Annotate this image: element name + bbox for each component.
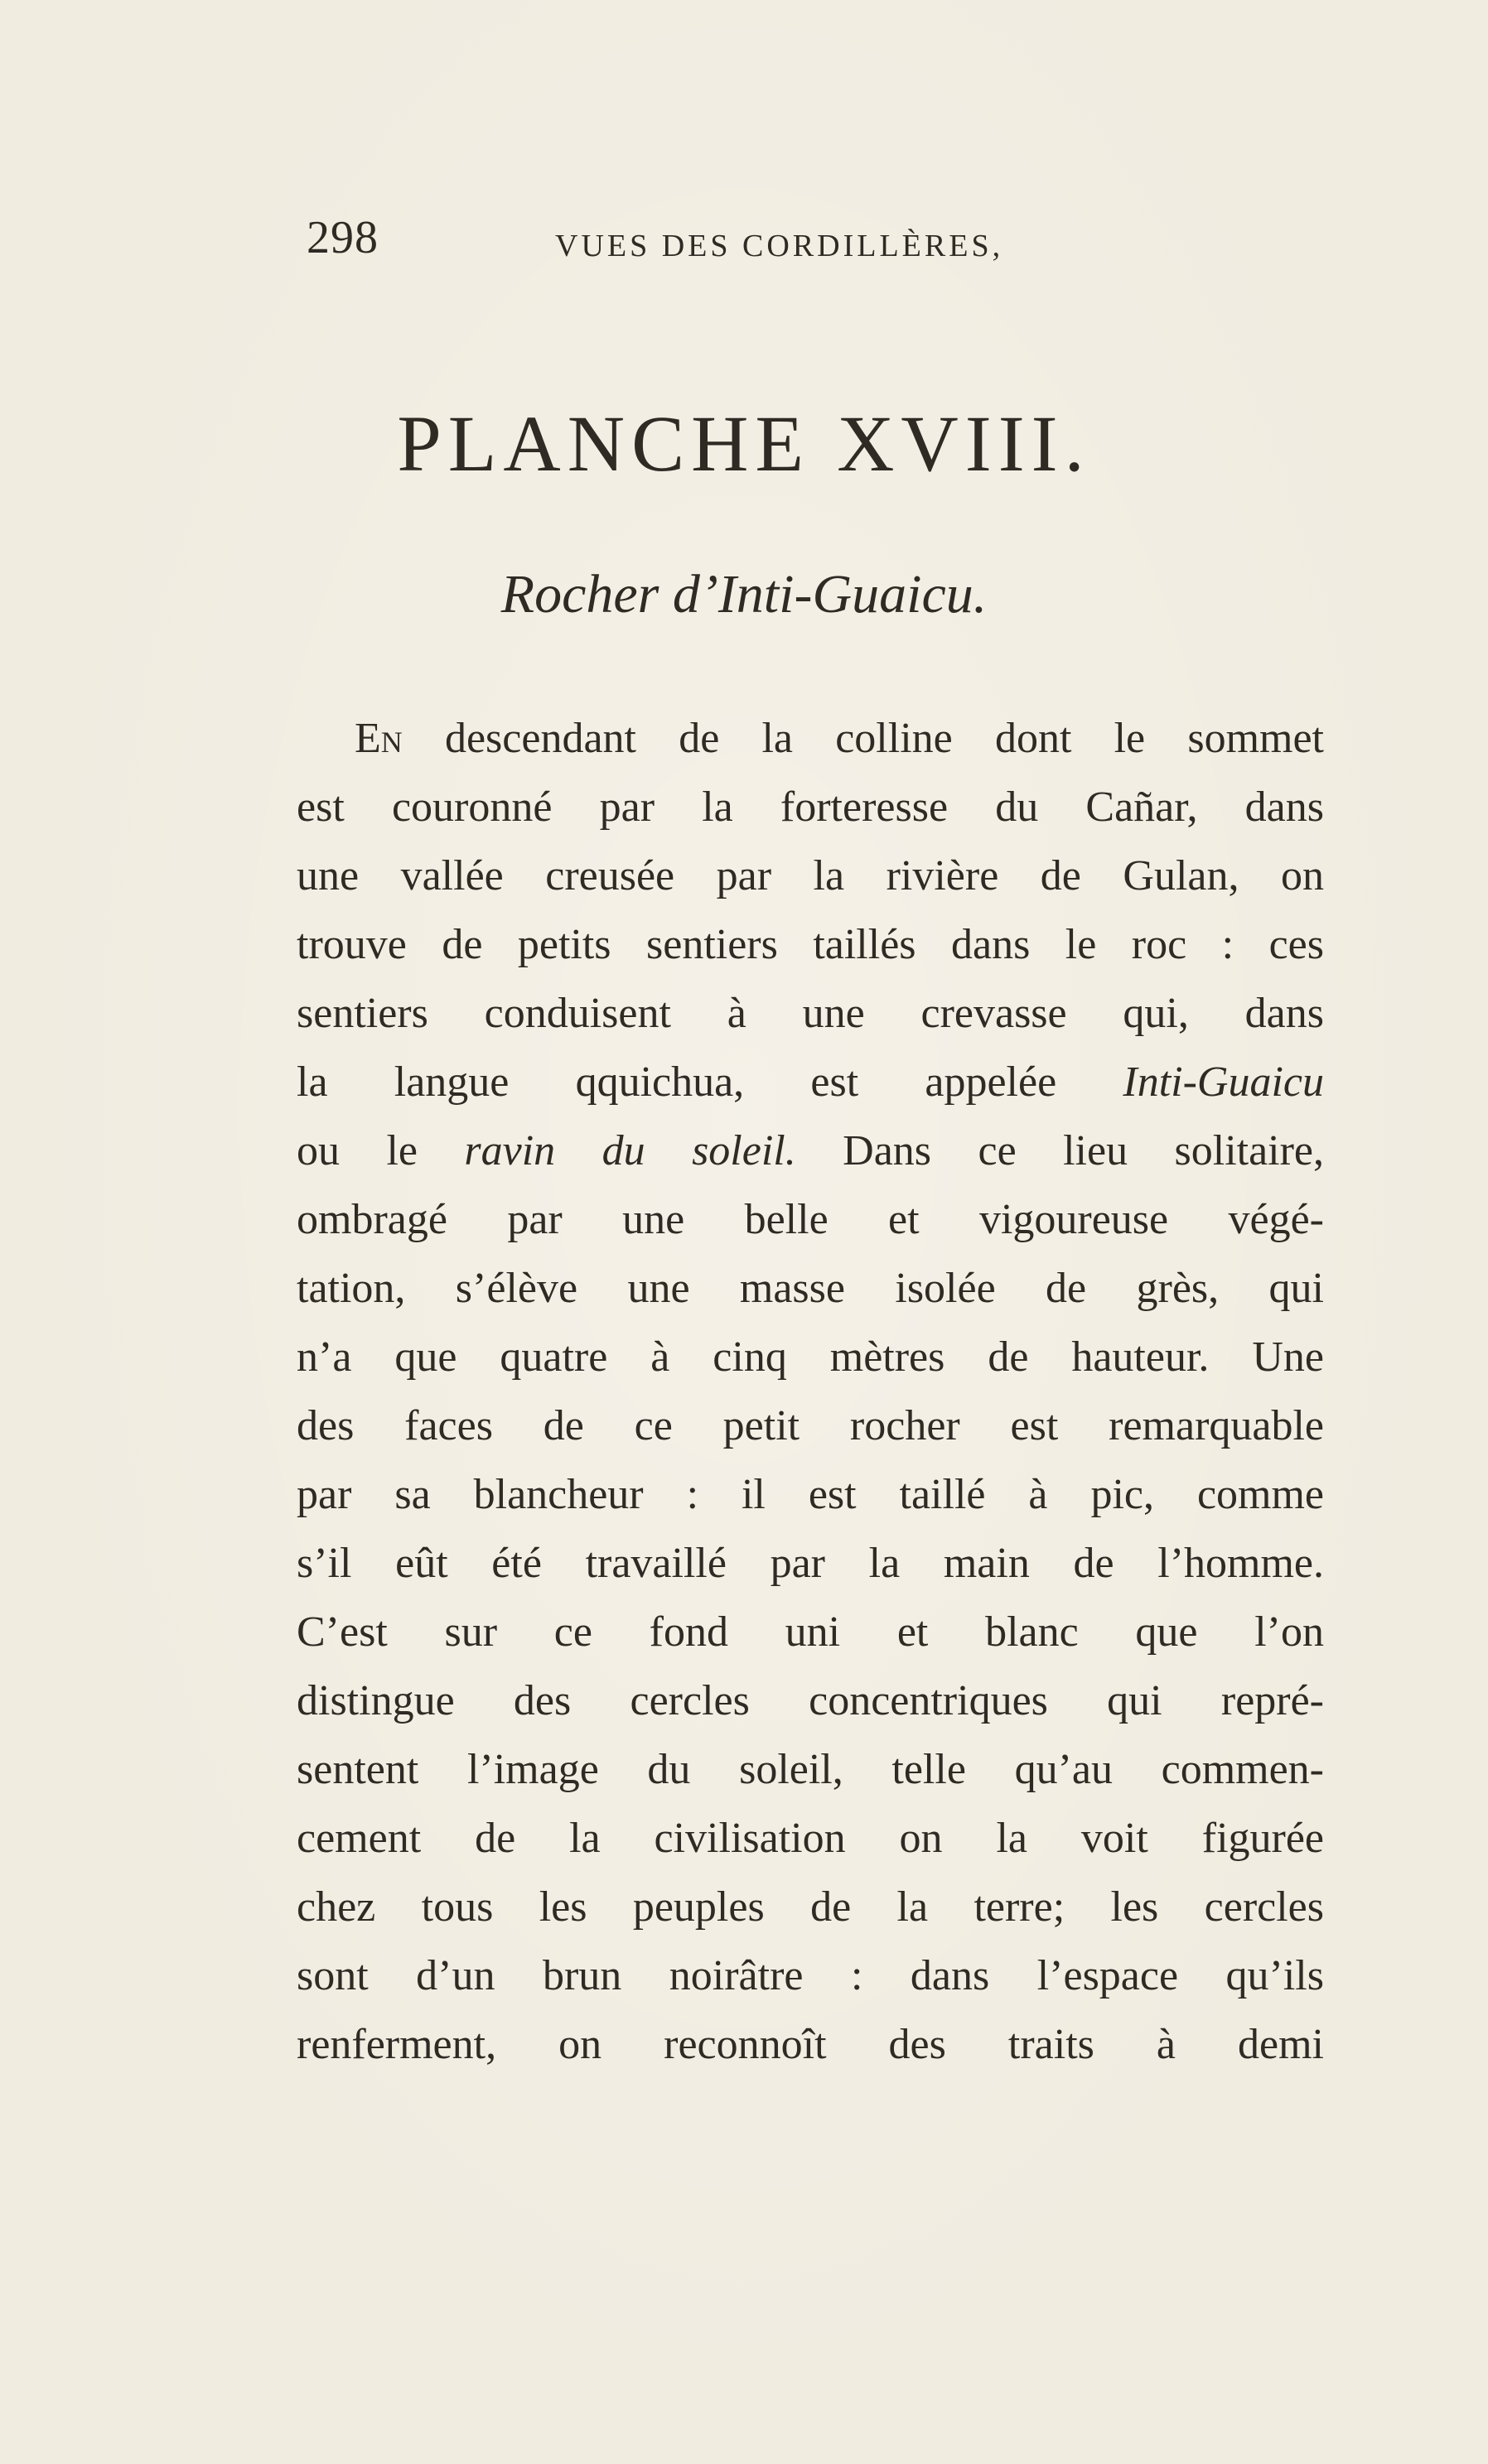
plate-title: PLANCHE XVIII. — [397, 399, 1091, 488]
text-line: sentent l’image du soleil, telle qu’au commen- — [297, 1746, 1324, 1793]
text-line: cement de la civilisation on la voit figurée — [297, 1815, 1324, 1862]
text-line: est couronné par la forteresse du Cañar, dans — [297, 784, 1324, 831]
text-line — [297, 1116, 1324, 1185]
body-paragraph — [297, 704, 1324, 2079]
text-line: n’a que quatre à cinq mètres de hauteur. Une — [297, 1333, 1324, 1381]
text-run: ou le — [297, 1127, 465, 1174]
running-head: VUES DES CORDILLÈRES, — [555, 229, 1004, 263]
text-line: sentiers conduisent à une crevasse qui, dans — [297, 990, 1324, 1037]
text-line: sont d’un brun noirâtre : dans l’espace qu’ils — [297, 1952, 1324, 1999]
page-header — [307, 211, 1135, 277]
page-number: 298 — [307, 212, 379, 263]
text-line: C’est sur ce fond uni et blanc que l’on — [297, 1608, 1324, 1656]
text-line: des faces de ce petit rocher est remarquable — [297, 1402, 1324, 1449]
text-run: la langue qquichua, est appelée — [297, 1058, 1123, 1106]
text-run: Dans ce lieu solitaire, — [795, 1127, 1325, 1174]
text-line — [297, 1048, 1324, 1116]
text-line: par sa blancheur : il est taillé à pic, comme — [297, 1471, 1324, 1518]
italic-term: Inti-Guaicu — [1123, 1058, 1324, 1106]
text-run: descendant de la colline dont le sommet — [402, 715, 1324, 762]
text-line: tation, s’élève une masse isolée de grès, qui — [297, 1265, 1324, 1312]
text-line: trouve de petits sentiers taillés dans le roc : ces — [297, 921, 1324, 968]
text-line: s’il eût été travaillé par la main de l’homme. — [297, 1540, 1324, 1587]
text-line: distingue des cercles concentriques qui repré- — [297, 1677, 1324, 1724]
italic-term: ravin du soleil. — [464, 1127, 796, 1174]
text-line: chez tous les peuples de la terre; les cercles — [297, 1883, 1324, 1931]
text-line: renferment, on reconnoît des traits à demi — [297, 2021, 1324, 2068]
text-line — [297, 704, 1324, 773]
text-line: ombragé par une belle et vigoureuse végé- — [297, 1196, 1324, 1243]
drop-word: En — [355, 715, 403, 762]
plate-subtitle: Rocher d’Inti-Guaicu. — [500, 564, 988, 624]
text-line: une vallée creusée par la rivière de Gulan, on — [297, 852, 1324, 899]
